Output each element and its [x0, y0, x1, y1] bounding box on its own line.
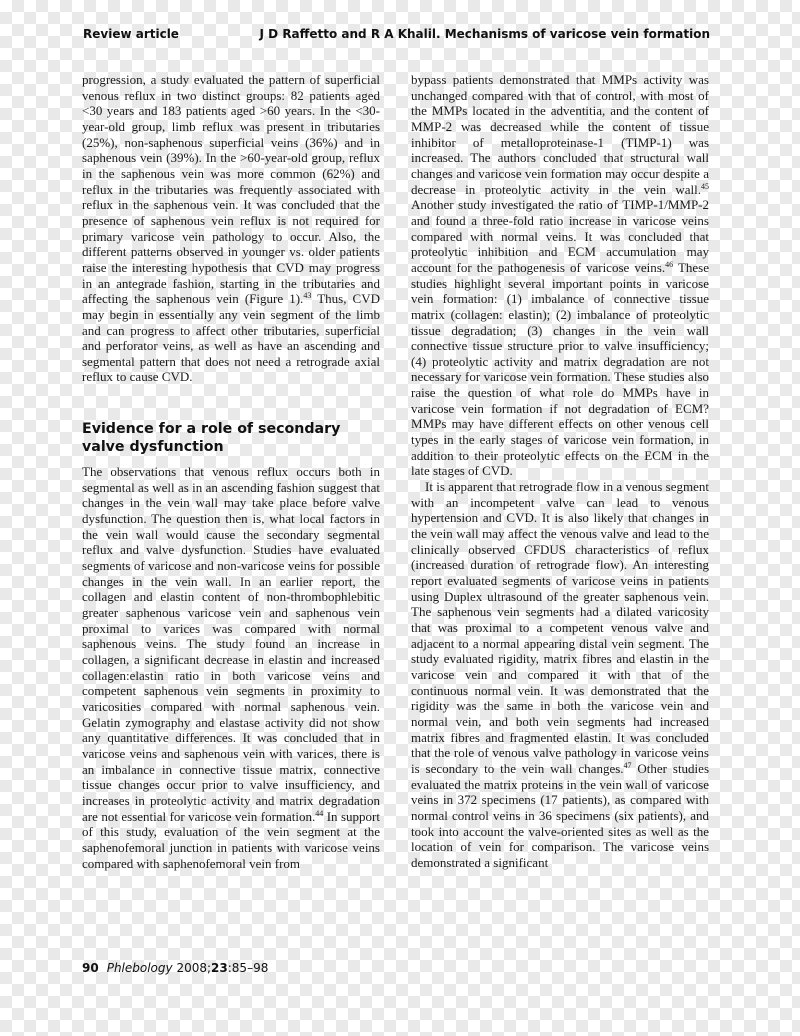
paragraph-text: Other studies evaluated the matrix proteins in the vein wall of varicose veins in 372 specimens (17 patients), as compared with normal control veins in 36 specimens (six patients), and took into account the valve-oriented sites as well as the location of vein for comparison. The varicose veins demonstrated a significant [411, 760, 709, 870]
paragraph-text: Another study investigated the ratio of TIMP-1/MMP-2 and found a three-fold ratio increase in varicose veins compared with normal veins. It was concluded that proteolytic inhibition and ECM accumulation may account for the pathogenesis of varicose veins. [411, 197, 709, 275]
paragraph-text: bypass patients demonstrated that MMPs activity was unchanged compared with that of control, with most of the MMPs located in the adventitia, and the content of MMP-2 was decreased while the content of tissue inhibitor of metalloproteinase-1 (TIMP-1) was increased. The authors concluded that structural wall changes and varicose vein formation may occur despite a decrease in proteolytic activity in the vein wall. [411, 72, 709, 197]
journal-pages: :85–98 [227, 961, 269, 975]
paragraph-text: Thus, CVD may begin in essentially any vein segment of the limb and can progress to affect other tributaries, superficial and perforator veins, as well as have an ascending and segmental pattern that does not need a retrograde axial reflux to cause CVD. [82, 291, 381, 385]
paragraph-text: progression, a study evaluated the pattern of superficial venous reflux in two distinct groups: 82 patients aged <30 years and 183 patients aged >60 years. In the <30-year-old group, limb reflux was present in tributaries (25%), non-saphenous superficial veins (36%) and in saphenous vein (39%). In the >60-year-old group, reflux in the saphenous vein was more common (62%) and reflux in the tributaries was frequently associated with reflux in the saphenous vein. It was concluded that the presence of saphenous vein reflux is not required for primary varicose vein pathology to occur. Also, the different patterns observed in younger vs. older patients raise the interesting hypothesis that CVD may progress in an antegrade fashion, starting in the tributaries and affecting the saphenous vein (Figure 1). [82, 72, 380, 307]
paragraph [82, 464, 380, 871]
running-header-title: J D Raffetto and R A Khalil. Mechanisms of varicose vein formation [259, 27, 710, 41]
paragraph [411, 72, 709, 479]
paragraph-text: It is apparent that retrograde flow in a venous segment with an incompetent valve can lead to venous hypertension and CVD. It is also likely that changes in the vein wall may affect the venous valve and lead to the clinically observed CFDUS characteristics of reflux (increased duration of retrograde flow). An interesting report evaluated segments of varicose veins in patients using Duplex ultrasound of the greater saphenous vein. The saphenous vein segments had a dilated varicosity that was proximal to a competent venous valve and adjacent to a normal appearing distal vein segment. The study evaluated rigidity, matrix fibres and elastin in the varicose vein and compared it with that of the continuous normal vein. It was demonstrated that the rigidity was the same in both the varicose vein and normal vein, and both vein segments had increased matrix fibres and fragmented elastin. It was concluded that the role of venous valve pathology in varicose veins is secondary to the vein wall changes. [411, 479, 709, 776]
paragraph [411, 479, 709, 870]
page-footer [82, 961, 268, 975]
paragraph-text: In support of this study, evaluation of the vein segment at the saphenofemoral junction in patients with varicose veins compared with saphenofemoral vein from [82, 808, 380, 871]
journal-volume: 23 [211, 961, 228, 975]
right-column [411, 72, 709, 870]
journal-name: Phlebology [106, 961, 173, 975]
section-heading: Evidence for a role of secondary valve dysfunction [82, 421, 341, 456]
reference-superscript: 46 [665, 259, 674, 269]
page-number: 90 [82, 961, 99, 975]
paragraph-text: These studies highlight several important points in varicose vein formation: (1) imbalance of connective tissue matrix (collagen: elastin); (2) imbalance of proteolytic tissue degradation; (3) changes in the vein wall connective tissue structure prior to valve insufficiency; (4) proteolytic activity and matrix degradation are not necessary for varicose vein formation. These studies also raise the question of what role do MMPs have in varicose vein formation if not degradation of ECM? MMPs may have different effects on other venous cell types in the early stages of varicose vein formation, in addition to their proteolytic effects on the ECM in the late stages of CVD. [411, 259, 709, 479]
paragraph [82, 72, 380, 385]
reference-superscript: 43 [303, 291, 312, 301]
reference-superscript: 47 [623, 760, 632, 770]
journal-year: 2008; [176, 961, 212, 975]
reference-superscript: 45 [701, 181, 709, 191]
reference-superscript: 44 [315, 808, 324, 818]
left-column [82, 72, 380, 871]
running-header-section: Review article [83, 27, 179, 41]
paragraph-text: The observations that venous reflux occurs both in segmental as well as in an ascending fashion suggest that changes in the vein wall may take place before valve dysfunction. The question then is, what local factors in the vein wall would cause the secondary segmental reflux and valve dysfunction. Studies have evaluated segments of varicose and non-varicose veins for possible changes in the vein wall. In an earlier report, the collagen and elastin content of non-thrombophlebitic greater saphenous varicose vein and saphenous vein proximal to varices was compared with normal saphenous veins. The study found an increase in collagen, a significant decrease in elastin and increased collagen:elastin ratio in both varicose veins and competent saphenous vein segments in proximity to varicosities compared with normal saphenous vein. Gelatin zymography and elastase activity did not show any quantitative differences. It was concluded that in varicose veins and saphenous vein with varices, there is an imbalance in connective tissue matrix, connective tissue changes occur prior to valve insufficiency, and increases in proteolytic activity and matrix degradation are not essential for varicose vein formation. [82, 464, 380, 824]
